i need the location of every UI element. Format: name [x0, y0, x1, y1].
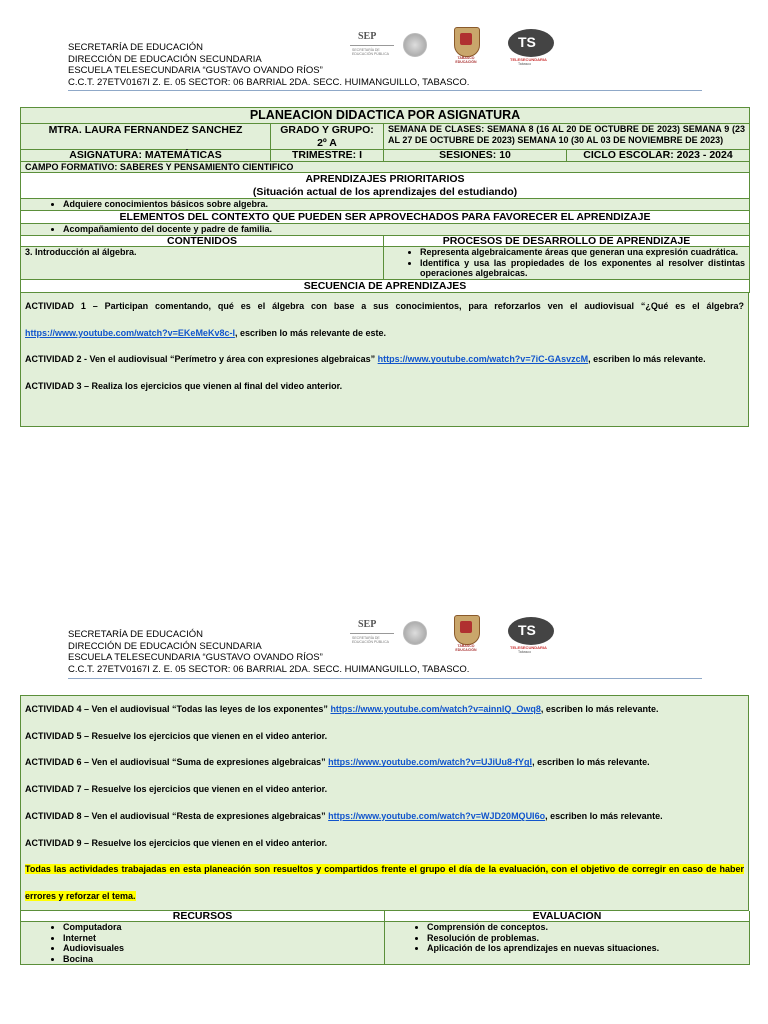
list-item: • Acompañamiento del docente y padre de familia.	[63, 224, 745, 235]
activities-page2	[20, 695, 749, 911]
header-divider	[68, 678, 702, 679]
activity-5: ACTIVIDAD 5 – Resuelve los ejercicios que vienen en el video anterior.	[25, 730, 328, 741]
contents-title: CONTENIDOS	[21, 235, 384, 247]
formative-field: CAMPO FORMATIVO: SABERES Y PENSAMIENTO CIENTIFICO	[21, 161, 750, 173]
list-item: • Identifica y usa las propiedades de los exponentes al resolver distintas operaciones algebraicas.	[420, 258, 745, 279]
header-line: C.C.T. 27ETV0167I Z. E. 05 SECTOR: 06 BARRIAL 2DA. SECC. HUIMANGUILLO, TABASCO.	[68, 663, 470, 675]
activity-6: ACTIVIDAD 6 – Ven el audiovisual “Suma de expresiones algebraicas” https://www.youtube.com/watch?v=UJiUu8-fYgI, escriben lo más relevante.	[25, 757, 650, 768]
sep-logo: SEP SECRETARÍA DE EDUCACIÓN PÚBLICA	[348, 31, 396, 61]
activities-note: Todas las actividades trabajadas en esta planeación son resueltos y compartidos frente el grupo el día de la evaluación, con el objetivo de corregir en caso de haber errores y reforzar el tema.	[25, 864, 744, 901]
tabasco-shield-logo: TABASCO EDUCACIÓN	[451, 27, 481, 63]
activity-8: ACTIVIDAD 8 – Ven el audiovisual “Resta de expresiones algebraicas” https://www.youtube.com/watch?v=WJD20MQUI6o, escriben lo más relevante.	[25, 810, 663, 821]
activity-1: ACTIVIDAD 1 – Participan comentando, qué es el álgebra con base a sus conocimientos, para reforzarlos ven el audiovisual “¿Qué es el álgebra? https://www.youtube.com/watch?v=EKeMeKv8c-I, escriben lo más relevante de este.	[25, 301, 744, 338]
activity-1-link[interactable]: https://www.youtube.com/watch?v=EKeMeKv8c-I	[25, 327, 235, 338]
header-line: ESCUELA TELESECUNDARIA “GUSTAVO OVANDO RÍOS”	[68, 65, 323, 76]
planning-table	[20, 107, 749, 427]
header-line: SECRETARÍA DE EDUCACIÓN	[68, 629, 203, 640]
class-weeks: SEMANA DE CLASES: SEMANA 8 (16 AL 20 DE OCTUBRE DE 2023) SEMANA 9 (23 AL 27 DE OCTUBRE DE 2023) SEMANA 10 (30 AL 03 DE NOVIEMBRE DE 2023)	[384, 124, 750, 150]
national-seal-icon	[403, 621, 427, 645]
grade-value: 2º A	[317, 136, 337, 149]
list-item: • Aplicación de los aprendizajes en nuevas situaciones.	[427, 943, 745, 954]
tabasco-shield-logo: TABASCO EDUCACIÓN	[451, 615, 481, 651]
resources-title: RECURSOS	[21, 911, 385, 922]
list-item: • Audiovisuales	[63, 943, 380, 954]
priority-subtitle: (Situación actual de los aprendizajes del estudiando)	[252, 185, 518, 198]
activity-7: ACTIVIDAD 7 – Resuelve los ejercicios que vienen en el video anterior.	[25, 784, 328, 795]
grade-label: GRADO Y GRUPO:	[280, 124, 374, 136]
priority-title: APRENDIZAJES PRIORITARIOS	[305, 173, 465, 185]
priority-block	[21, 173, 750, 199]
list-item: • Resolución de problemas.	[427, 933, 745, 944]
list-item: • Comprensión de conceptos.	[427, 922, 745, 933]
school-cycle: CICLO ESCOLAR: 2023 - 2024	[567, 150, 750, 162]
context-list-cell	[21, 224, 750, 236]
sessions: SESIONES: 10	[384, 150, 567, 162]
sep-logo: SEP SECRETARÍA DE EDUCACIÓN PÚBLICA	[348, 619, 396, 649]
logo-strip	[348, 615, 558, 655]
list-item: • Bocina	[63, 954, 380, 965]
activity-9: ACTIVIDAD 9 – Resuelve los ejercicios que vienen en el video anterior.	[25, 837, 328, 848]
activity-2-link[interactable]: https://www.youtube.com/watch?v=7iC-GAsvzcM	[377, 354, 589, 365]
logo-strip	[348, 27, 558, 67]
list-item: • Adquiere conocimientos básicos sobre algebra.	[63, 199, 745, 210]
activity-2: ACTIVIDAD 2 - Ven el audiovisual “Perímetro y área con expresiones algebraicas” https://www.youtube.com/watch?v=7iC-GAsvzcM, escriben lo más relevante.	[25, 354, 706, 365]
evaluation-list-cell	[385, 922, 750, 965]
context-title: ELEMENTOS DEL CONTEXTO QUE PUEDEN SER APROVECHADOS PARA FAVORECER EL APRENDIZAJE	[21, 210, 750, 224]
activity-4-link[interactable]: https://www.youtube.com/watch?v=ainnlQ_Owq8	[330, 704, 541, 714]
header-line: DIRECCIÓN DE EDUCACIÓN SECUNDARIA	[68, 53, 262, 65]
resources-list-cell	[21, 922, 385, 965]
activities-continued	[20, 695, 749, 965]
header-line: C.C.T. 27ETV0167I Z. E. 05 SECTOR: 06 BARRIAL 2DA. SECC. HUIMANGUILLO, TABASCO.	[68, 76, 470, 88]
priority-list-cell	[21, 199, 750, 211]
sequence-title: SECUENCIA DE APRENDIZAJES	[21, 279, 750, 293]
teacher-name: MTRA. LAURA FERNANDEZ SANCHEZ	[21, 124, 271, 150]
national-seal-icon	[403, 33, 427, 57]
subject: ASIGNATURA: MATEMÁTICAS	[21, 150, 271, 162]
telesecundaria-logo: TS TELESECUNDARIA Tabasco	[508, 27, 556, 67]
activity-8-link[interactable]: https://www.youtube.com/watch?v=WJD20MQUI6o	[328, 810, 546, 821]
header-line: ESCUELA TELESECUNDARIA “GUSTAVO OVANDO RÍOS”	[68, 652, 323, 663]
list-item: • Internet	[63, 933, 380, 944]
evaluation-title: EVALUACION	[385, 911, 750, 922]
trimester: TRIMESTRE: I	[271, 150, 384, 162]
plan-title: PLANEACION DIDACTICA POR ASIGNATURA	[21, 108, 750, 124]
activities-page1	[20, 293, 749, 427]
header-divider	[68, 90, 702, 91]
grade-group	[271, 124, 384, 150]
processes-title: PROCESOS DE DESARROLLO DE APRENDIZAJE	[384, 235, 750, 247]
activity-6-link[interactable]: https://www.youtube.com/watch?v=UJiUu8-fYgI	[328, 757, 533, 768]
list-item: • Computadora	[63, 922, 380, 933]
header-line: DIRECCIÓN DE EDUCACIÓN SECUNDARIA	[68, 640, 262, 652]
content-item: 3. Introducción al álgebra.	[21, 247, 384, 280]
activity-3: ACTIVIDAD 3 – Realiza los ejercicios que vienen al final del video anterior.	[25, 381, 343, 392]
activity-4: ACTIVIDAD 4 – Ven el audiovisual “Todas las leyes de los exponentes” https://www.youtube.com/watch?v=ainnlQ_Owq8, escriben lo más relevante.	[25, 704, 659, 714]
telesecundaria-logo: TS TELESECUNDARIA Tabasco	[508, 615, 556, 655]
header-line: SECRETARÍA DE EDUCACIÓN	[68, 42, 203, 53]
list-item: • Representa algebraicamente áreas que generan una expresión cuadrática.	[420, 247, 745, 258]
process-list-cell	[384, 247, 750, 280]
